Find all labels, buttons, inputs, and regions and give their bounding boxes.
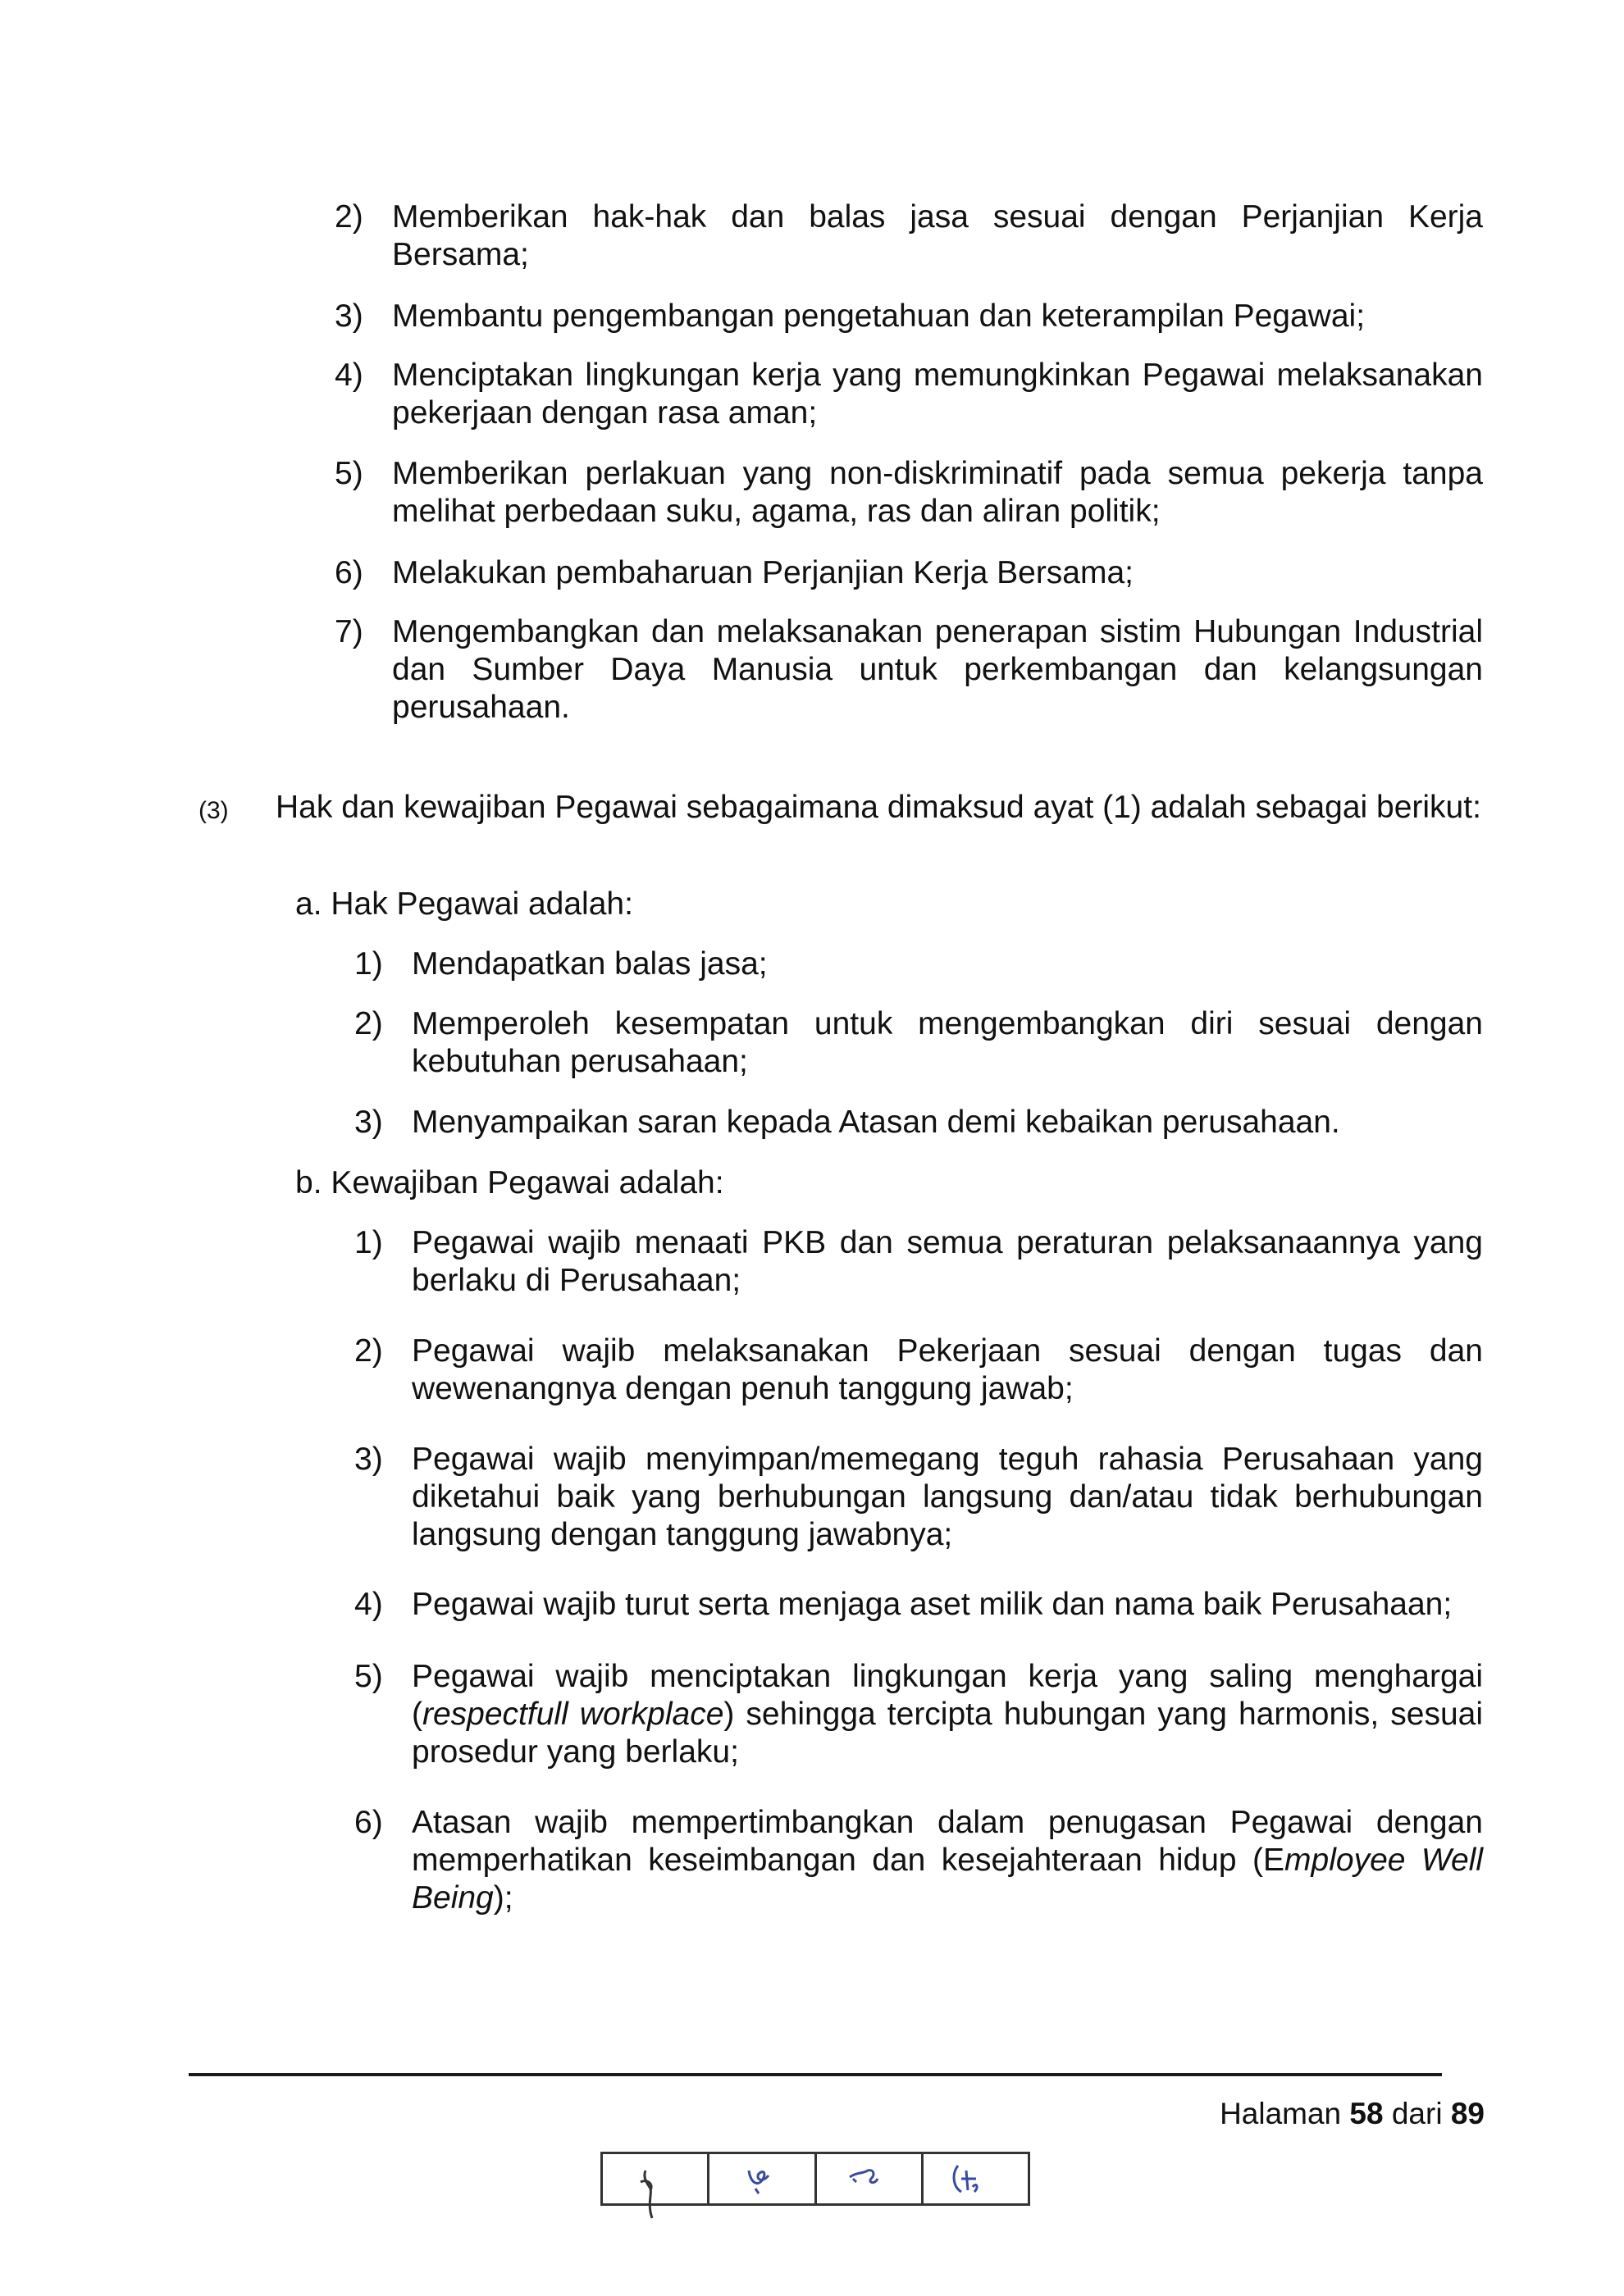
footer-rule (189, 2073, 1442, 2076)
handwritten-initial-2 (709, 2146, 816, 2220)
list-item (412, 1804, 1483, 1917)
list-number: 1) (354, 1225, 383, 1260)
list-number: 6) (335, 555, 363, 590)
list-number: 4) (335, 358, 363, 393)
kewajiban-heading: b. Kewajiban Pegawai adalah: (295, 1165, 724, 1200)
list-number: 6) (354, 1805, 383, 1840)
list-number: 5) (354, 1659, 383, 1694)
list-number: 2) (354, 1333, 383, 1369)
italic-term: mployee Well Being (412, 1843, 1483, 1916)
initials-box (600, 2152, 1030, 2206)
section-number: (3) (198, 797, 229, 824)
list-number: 3) (354, 1442, 383, 1477)
list-item: Menyampaikan saran kepada Atasan demi kebaikan perusahaan. (412, 1105, 1340, 1140)
list-number: 3) (335, 298, 363, 334)
page-number: Halaman 58 dari 89 (1220, 2097, 1485, 2130)
section-text: Hak dan kewajiban Pegawai sebagaimana dimaksud ayat (1) adalah sebagai berikut: (276, 790, 1481, 825)
list-number: 7) (335, 614, 363, 649)
list-number: 4) (354, 1587, 383, 1622)
list-item: Menciptakan lingkungan kerja yang memungkinkan Pegawai melaksanakan pekerjaan dengan rasa aman; (392, 358, 1483, 430)
list-number: 5) (335, 456, 363, 491)
list-item: Memberikan hak-hak dan balas jasa sesuai dengan Perjanjian Kerja Bersama; (392, 199, 1483, 272)
hak-heading: a. Hak Pegawai adalah: (295, 886, 633, 922)
list-number: 2) (354, 1006, 383, 1041)
list-item: Pegawai wajib menaati PKB dan semua peraturan pelaksanaannya yang berlaku di Perusahaan; (412, 1225, 1483, 1298)
list-item: Mendapatkan balas jasa; (412, 946, 768, 982)
list-item: Melakukan pembaharuan Perjanjian Kerja Bersama; (392, 555, 1134, 590)
list-number: 3) (354, 1105, 383, 1140)
list-item: Memperoleh kesempatan untuk mengembangkan diri sesuai dengan kebutuhan perusahaan; (412, 1006, 1483, 1079)
text-segment: Atasan wajib mempertimbangkan dalam penugasan Pegawai dengan memperhatikan keseimbangan dan kesejahteraan hidup (E (412, 1805, 1483, 1878)
text-segment: ); (493, 1880, 513, 1916)
list-item (412, 1658, 1483, 1771)
text-segment: Pegawai wajib menciptakan lingkungan kerja yang saling menghargai ( (412, 1659, 1483, 1732)
handwritten-initial-4 (924, 2146, 1030, 2220)
initial-cell (603, 2154, 709, 2203)
list-item: Pegawai wajib turut serta menjaga aset milik dan nama baik Perusahaan; (412, 1587, 1453, 1622)
list-item: Membantu pengembangan pengetahuan dan keterampilan Pegawai; (392, 298, 1366, 334)
initial-cell (709, 2154, 816, 2203)
list-number: 1) (354, 946, 383, 982)
list-item: Pegawai wajib menyimpan/memegang teguh rahasia Perusahaan yang diketahui baik yang berhubungan langsung dan/atau tidak berhubungan langsung dengan tanggung jawabnya; (412, 1442, 1483, 1552)
initial-cell (817, 2154, 924, 2203)
list-item: Pegawai wajib melaksanakan Pekerjaan sesuai dengan tugas dan wewenangnya dengan penuh tanggung jawab; (412, 1333, 1483, 1406)
handwritten-initial-3 (817, 2146, 924, 2220)
list-item: Mengembangkan dan melaksanakan penerapan sistim Hubungan Industrial dan Sumber Daya Manusia untuk perkembangan dan kelangsungan perusahaan. (392, 614, 1483, 725)
list-item: Memberikan perlakuan yang non-diskriminatif pada semua pekerja tanpa melihat perbedaan suku, agama, ras dan aliran politik; (392, 456, 1483, 529)
handwritten-initial-1 (603, 2146, 709, 2220)
italic-term: respectfull workplace (422, 1697, 724, 1732)
initial-cell (924, 2154, 1028, 2203)
list-number: 2) (335, 199, 363, 235)
text-segment: ) sehingga tercipta hubungan yang harmonis, sesuai prosedur yang berlaku; (412, 1697, 1483, 1770)
